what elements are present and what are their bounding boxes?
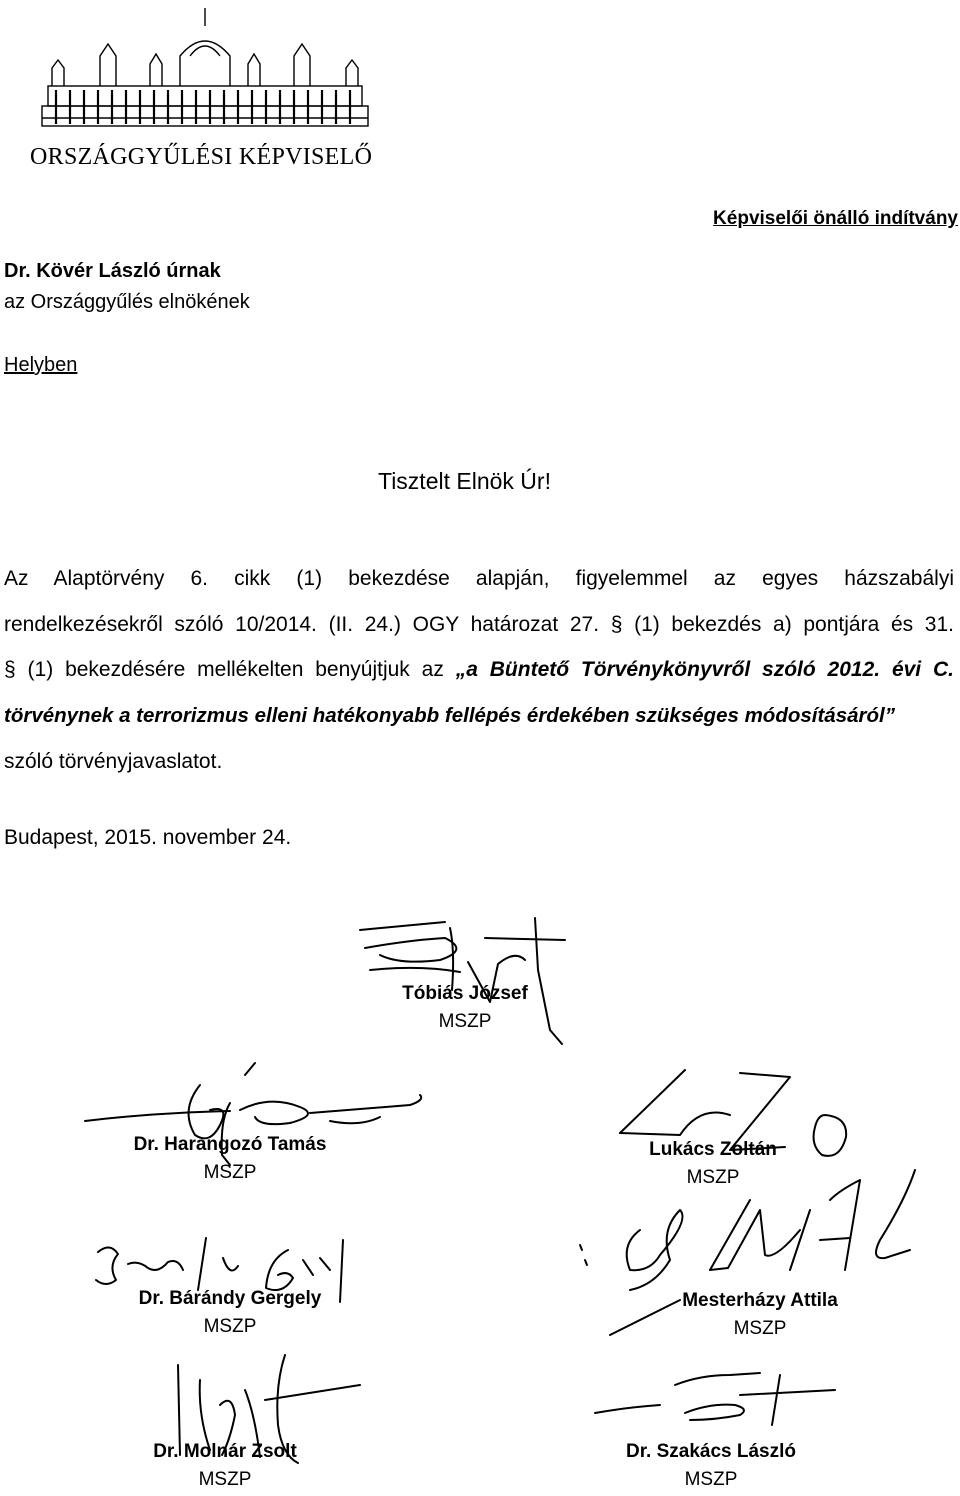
signatory-party: MSZP [203, 1162, 257, 1183]
office-title: ORSZÁGGYŰLÉSI KÉPVISELŐ [30, 144, 373, 170]
addressee-name: Dr. Kövér László úrnak [4, 260, 221, 282]
signatory-block [100, 1134, 360, 1184]
signatory-party: MSZP [203, 1316, 257, 1337]
signatory-block [606, 1441, 816, 1491]
signatory-name: Dr. Bárándy Gergely [138, 1288, 322, 1309]
signatory-block [618, 1139, 808, 1189]
signatory-party: MSZP [438, 1011, 492, 1032]
salutation: Tisztelt Elnök Úr! [378, 468, 551, 494]
signatory-name: Tóbiás József [402, 983, 528, 1004]
body-line-2: rendelkezésekről szóló 10/2014. (II. 24.) OGY határozat 27. § (1) bekezdés a) pontjára és 31. [4, 613, 954, 636]
addressee-role: az Országgyűlés elnökének [4, 291, 250, 313]
signatory-block [120, 1441, 330, 1491]
body-line-5: szóló törvényjavaslatot. [4, 750, 223, 773]
signatory-name: Mesterházy Attila [682, 1290, 838, 1311]
bill-title-end: törvénynek a terrorizmus elleni hatékonyabb fellépés érdekében szükséges módosításáról” [4, 704, 895, 727]
signatory-name: Dr. Harangozó Tamás [133, 1134, 327, 1155]
bill-title-start: „a Büntető Törvénykönyvről szóló 2012. évi C. [455, 658, 955, 681]
signatory-party: MSZP [733, 1318, 787, 1339]
signatory-block [385, 983, 545, 1033]
addressee-location: Helyben [4, 354, 78, 376]
signatory-name: Dr. Szakács László [625, 1441, 797, 1462]
signatory-block [640, 1290, 880, 1340]
signatory-party: MSZP [684, 1469, 738, 1490]
body-line-3-plain: § (1) bekezdésére mellékelten benyújtjuk az [4, 658, 456, 681]
signatory-block [105, 1288, 355, 1338]
signatory-party: MSZP [686, 1167, 740, 1188]
signatory-name: Lukács Zoltán [649, 1139, 777, 1160]
signature-szakacs [590, 1365, 850, 1435]
body-line-1: Az Alaptörvény 6. cikk (1) bekezdése alapján, figyelemmel az egyes házszabályi [4, 567, 954, 590]
signatory-party: MSZP [198, 1469, 252, 1490]
motion-type: Képviselői önálló indítvány [713, 208, 958, 229]
signatory-name: Dr. Molnár Zsolt [153, 1441, 297, 1462]
parliament-building-icon [40, 6, 370, 132]
place-date: Budapest, 2015. november 24. [4, 826, 292, 849]
body-line-3 [4, 658, 954, 682]
